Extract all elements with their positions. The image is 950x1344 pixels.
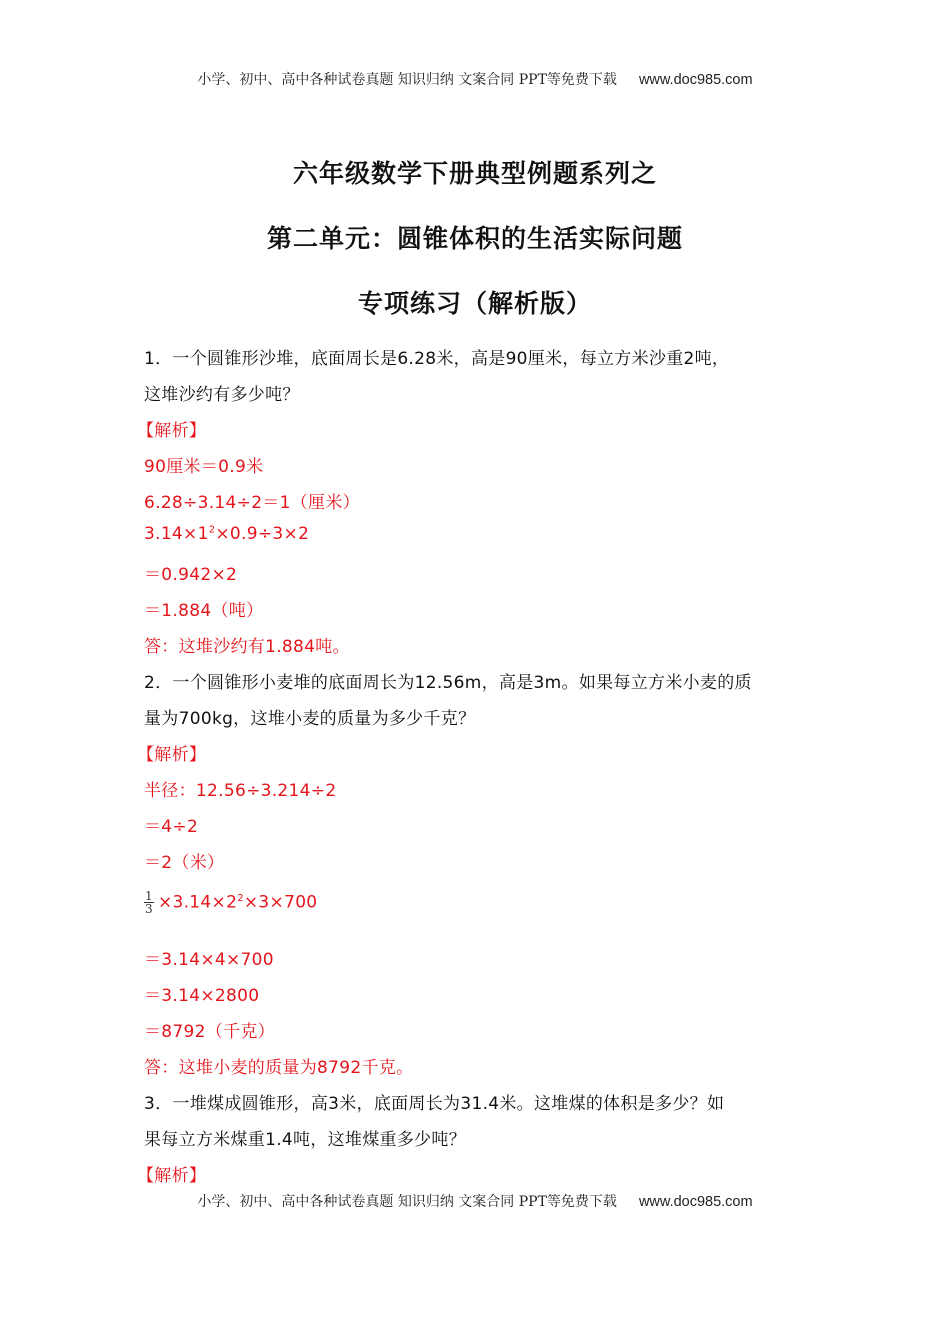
problem-1-question-line-1: 1．一个圆锥形沙堆，底面周长是6.28米，高是90厘米，每立方米沙重2吨， bbox=[144, 349, 730, 369]
document-title-series: 六年级数学下册典型例题系列之 bbox=[292, 159, 657, 188]
problem-2-step-3: ＝2（米） bbox=[144, 853, 225, 873]
problem-2-step-1: 半径：12.56÷3.214÷2 bbox=[144, 781, 337, 801]
page-footer bbox=[0, 1191, 950, 1211]
document-title-unit: 第二单元：圆锥体积的生活实际问题 bbox=[266, 224, 683, 253]
problem-3-question-line-1: 3．一堆煤成圆锥形，高3米，底面周长为31.4米。这堆煤的体积是多少？如 bbox=[144, 1094, 725, 1114]
fraction-one-third: $\frac{1}{3}$ bbox=[145, 889, 153, 916]
problem-2-step-6: ＝3.14×2800 bbox=[144, 986, 260, 1006]
header-site-link[interactable]: www.doc985.com bbox=[638, 72, 753, 88]
problem-2-question-line-1: 2．一个圆锥形小麦堆的底面周长为12.56m，高是3m。如果每立方米小麦的质 bbox=[144, 673, 752, 693]
problem-1-answer: 答：这堆沙约有1.884吨。 bbox=[144, 637, 350, 657]
problem-2-step-2: ＝4÷2 bbox=[144, 817, 199, 837]
problem-2-question-line-2: 量为700kg，这堆小麦的质量为多少千克？ bbox=[144, 709, 476, 729]
problem-3-analysis-label: 【解析】 bbox=[137, 1166, 207, 1186]
problem-2-analysis-label: 【解析】 bbox=[137, 745, 207, 765]
problem-1-step-5: ＝1.884（吨） bbox=[144, 601, 264, 621]
footer-text: 小学、初中、高中各种试卷真题 知识归纳 文案合同 PPT等免费下载 bbox=[197, 1194, 617, 1210]
document-title-practice: 专项练习（解析版） bbox=[357, 289, 592, 318]
problem-1-step-2: 6.28÷3.14÷2＝1（厘米） bbox=[144, 493, 360, 513]
problem-1-step-1: 90厘米＝0.9米 bbox=[144, 457, 264, 477]
problem-1-step-4: ＝0.942×2 bbox=[144, 565, 238, 585]
problem-2-step-7: ＝8792（千克） bbox=[144, 1022, 275, 1042]
problem-2-answer: 答：这堆小麦的质量为8792千克。 bbox=[144, 1058, 414, 1078]
problem-2-step-5: ＝3.14×4×700 bbox=[144, 950, 274, 970]
footer-site-link[interactable]: www.doc985.com bbox=[638, 1194, 753, 1210]
problem-3-question-line-2: 果每立方米煤重1.4吨，这堆煤重多少吨？ bbox=[144, 1130, 467, 1150]
problem-1-analysis-label: 【解析】 bbox=[137, 421, 207, 441]
problem-1-step-3: $3.14\times 1^2\times 0.9\div 3\times 2$ bbox=[144, 524, 310, 544]
problem-2-step-4: $\frac{1}{3}$ $\times 3.14\times 2^2\times 3\times 700$ bbox=[145, 889, 318, 916]
page-header bbox=[0, 69, 950, 89]
problem-1-question-line-2: 这堆沙约有多少吨？ bbox=[144, 385, 300, 405]
header-text: 小学、初中、高中各种试卷真题 知识归纳 文案合同 PPT等免费下载 bbox=[197, 72, 617, 88]
